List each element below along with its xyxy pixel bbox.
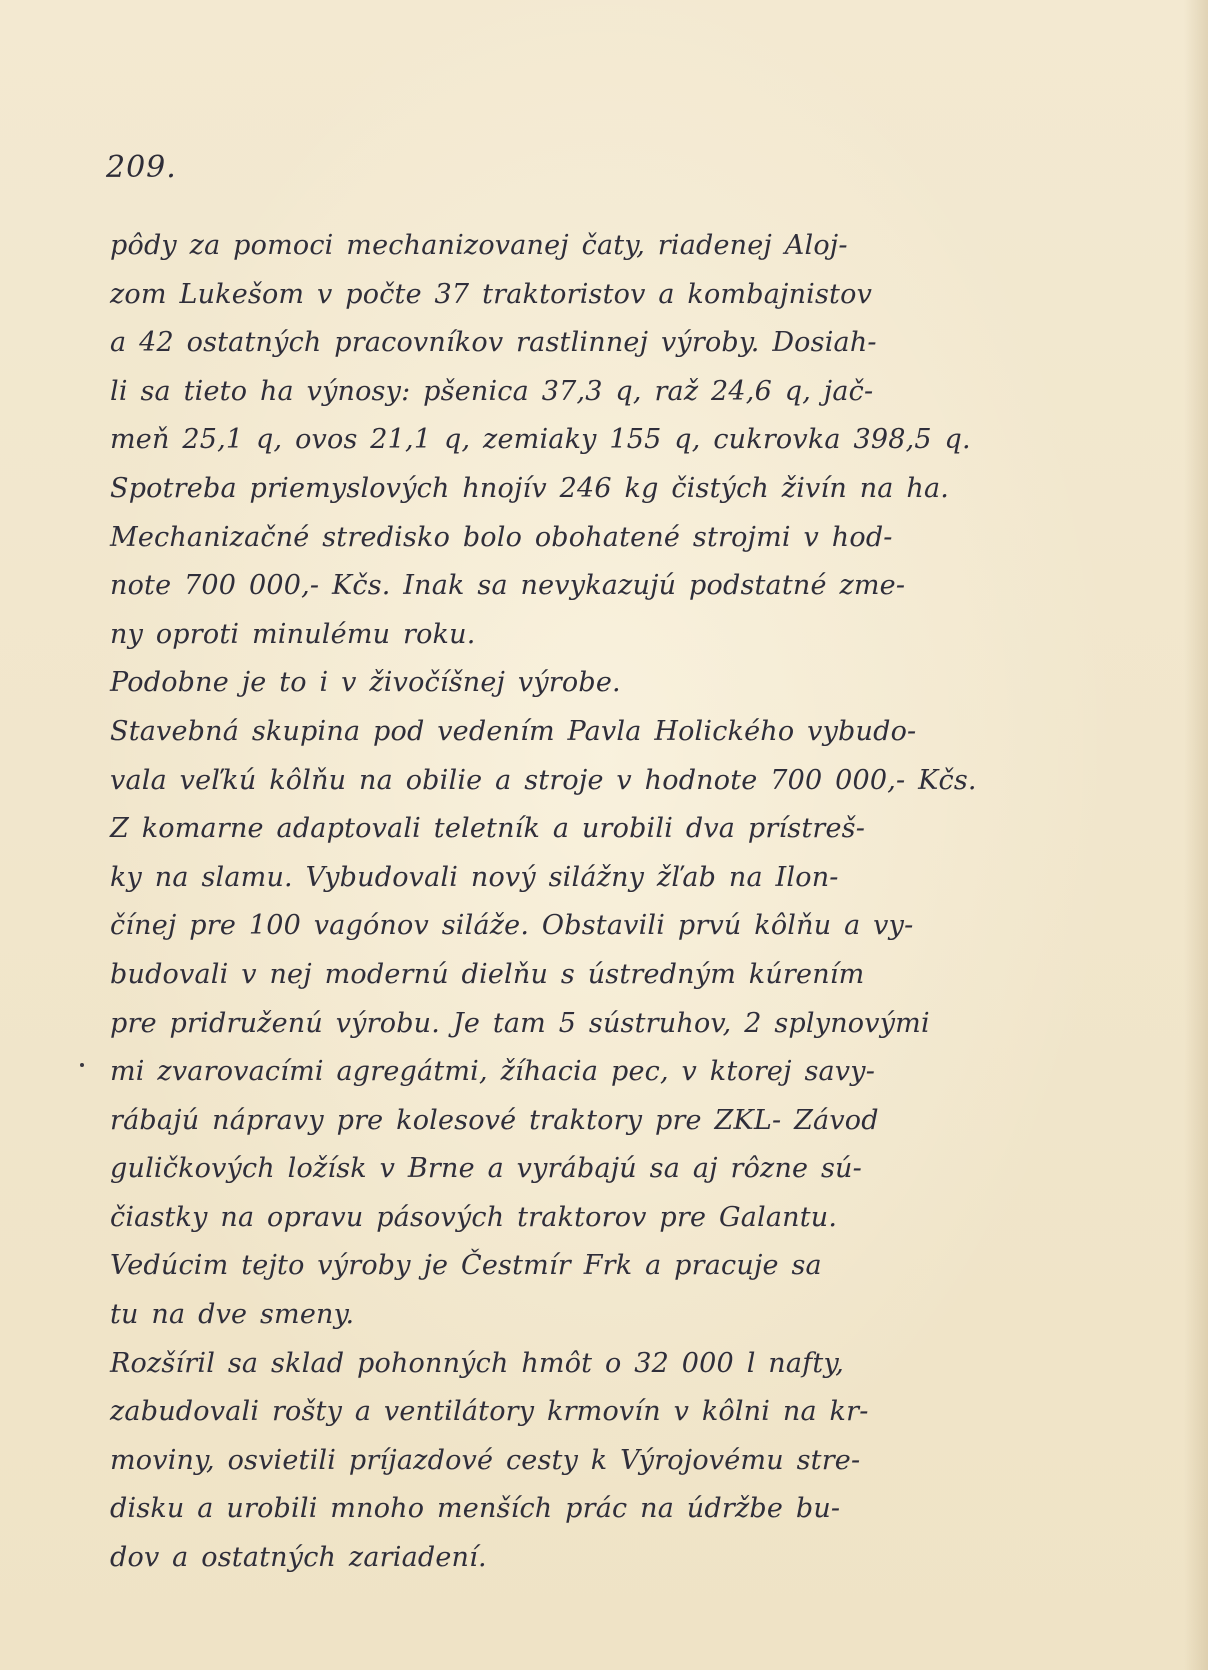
text-line: pôdy za pomoci mechanizovanej čaty, riadenej Aloj- [110, 230, 848, 261]
ink-dot [80, 1063, 84, 1067]
text-line: meň 25,1 q, ovos 21,1 q, zemiaky 155 q, cukrovka 398,5 q. [110, 424, 971, 456]
text-line: dov a ostatných zariadení. [110, 1542, 487, 1574]
text-line: rábajú nápravy pre kolesové traktory pre ZKL- Závod [110, 1104, 879, 1136]
text-line: čiastky na opravu pásových traktorov pre Galantu. [110, 1201, 838, 1233]
text-line: Spotreba priemyslových hnojív 246 kg čistých živín na ha. [110, 472, 950, 504]
text-line: Rozšíril sa sklad pohonných hmôt o 32 000 l nafty, [110, 1347, 845, 1379]
text-line: ky na slamu. Vybudovali nový silážny žľab na Ilon- [110, 861, 839, 893]
text-line: Vedúcim tejto výroby je Čestmír Frk a pracuje sa [110, 1250, 822, 1282]
page-number: 209. [106, 150, 177, 185]
text-line: mi zvarovacími agregátmi, žíhacia pec, v ktorej savy- [110, 1056, 876, 1088]
text-line: Podobne je to i v živočíšnej výrobe. [110, 667, 621, 699]
text-line: a 42 ostatných pracovníkov rastlinnej výroby. Dosiah- [110, 327, 877, 359]
text-line: zom Lukešom v počte 37 traktoristov a kombajnistov [110, 278, 873, 310]
text-line: guličkových ložísk v Brne a vyrábajú sa aj rôzne sú- [110, 1153, 862, 1185]
text-line: note 700 000,- Kčs. Inak sa nevykazujú podstatné zme- [110, 570, 906, 602]
text-line: zabudovali rošty a ventilátory krmovín v kôlni na kr- [110, 1396, 869, 1428]
text-line: čínej pre 100 vagónov siláže. Obstavili prvú kôlňu a vy- [110, 910, 914, 942]
text-line: Z komarne adaptovali teletník a urobili dva prístreš- [110, 813, 866, 845]
text-line: moviny, osvietili príjazdové cesty k Výrojovému stre- [110, 1444, 861, 1476]
text-line: Mechanizačné stredisko bolo obohatené strojmi v hod- [110, 521, 893, 553]
text-line: disku a urobili mnoho menších prác na údržbe bu- [110, 1493, 841, 1525]
text-line: pre pridruženú výrobu. Je tam 5 sústruhov, 2 splynovými [110, 1007, 930, 1039]
text-line: tu na dve smeny. [110, 1299, 355, 1331]
page-edge-shadow [1184, 0, 1208, 1670]
handwritten-text-block [110, 222, 1120, 1583]
text-line: vala veľkú kôlňu na obilie a stroje v hodnote 700 000,- Kčs. [110, 764, 977, 796]
text-line: ny oproti minulému roku. [110, 618, 476, 650]
text-line: Stavebná skupina pod vedením Pavla Holického vybudo- [110, 715, 917, 747]
text-line: budovali v nej modernú dielňu s ústredným kúrením [110, 958, 865, 990]
text-line: li sa tieto ha výnosy: pšenica 37,3 q, raž 24,6 q, jač- [110, 375, 874, 407]
